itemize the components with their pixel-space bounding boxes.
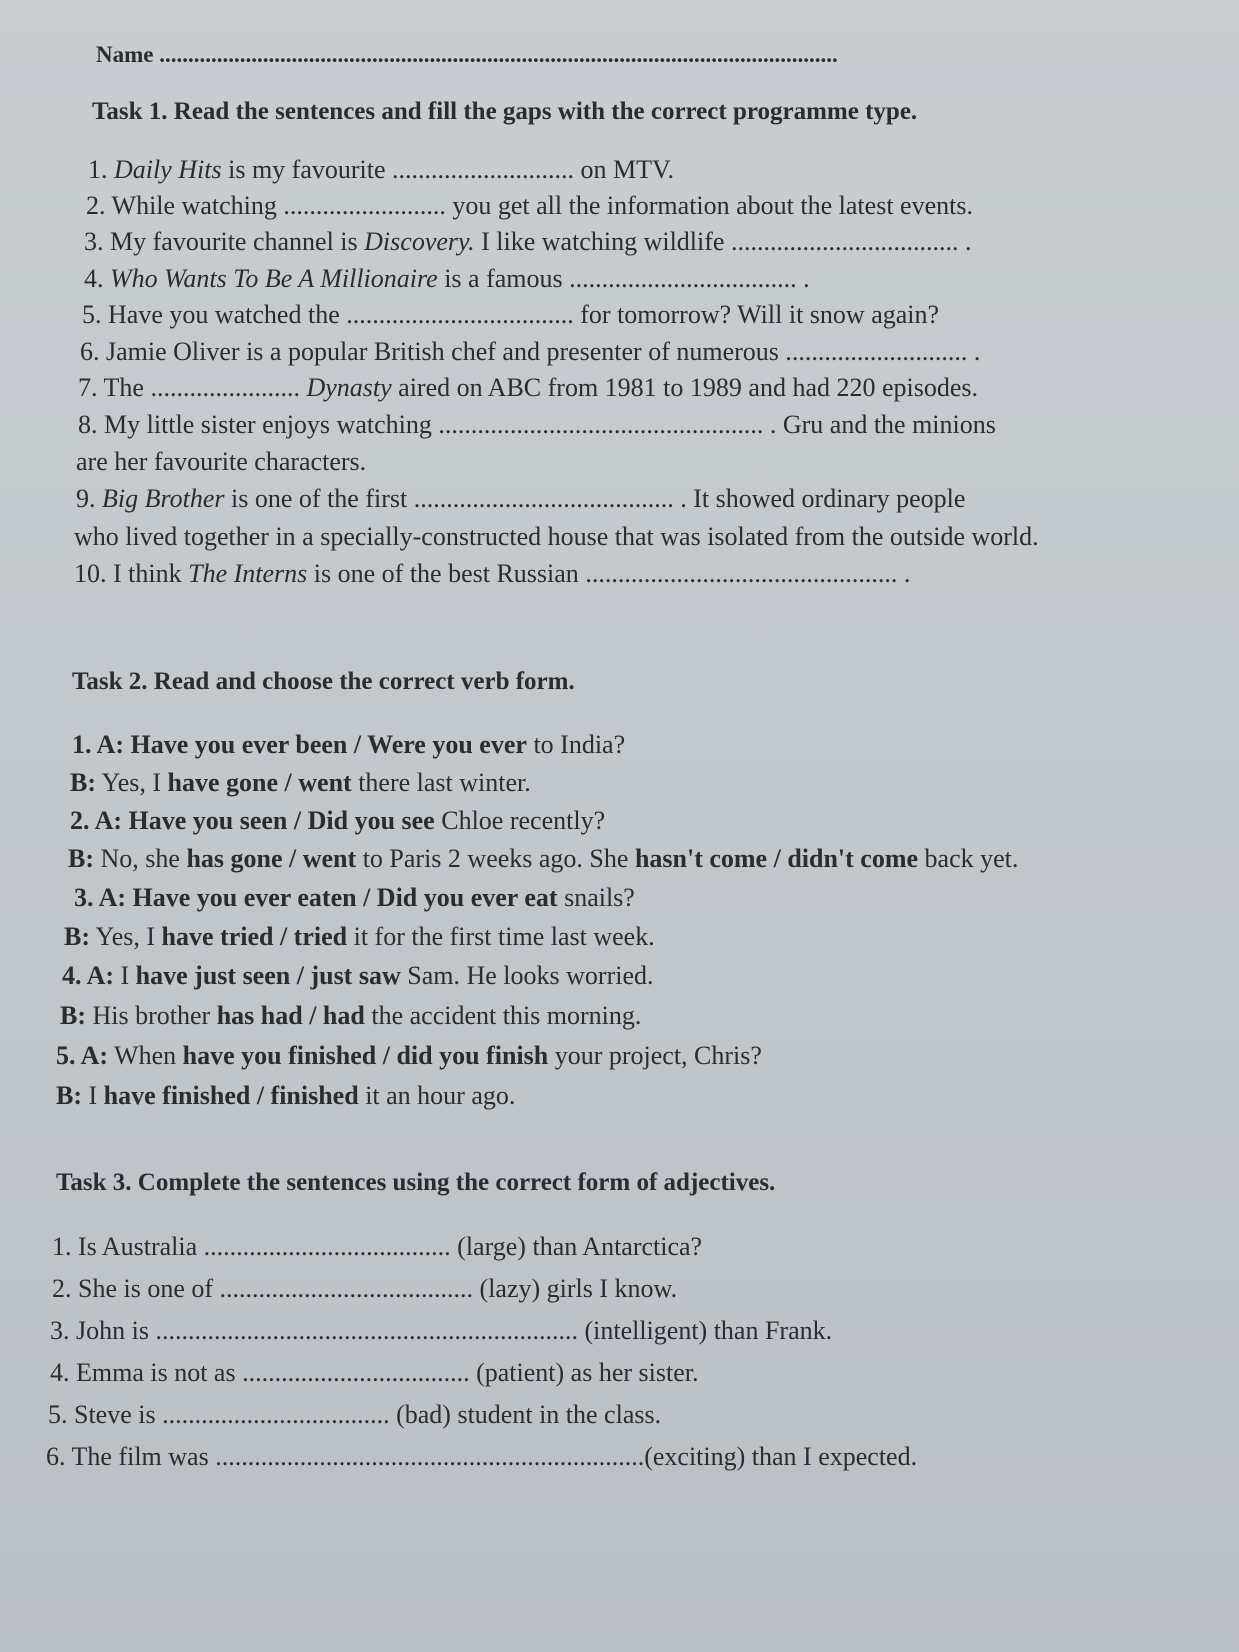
task1-item-10: 10. I think The Interns is one of the best Russian ................................................ . bbox=[74, 559, 911, 588]
task2-title: Task 2. Read and choose the correct verb form. bbox=[72, 668, 575, 695]
task1-title: Task 1. Read the sentences and fill the gaps with the correct programme type. bbox=[92, 98, 918, 125]
task1-item-9: 9. Big Brother is one of the first ........................................ . It showed ordinary people bbox=[76, 484, 966, 513]
task3-item-1: 1. Is Australia ...................................... (large) than Antarctica? bbox=[52, 1232, 703, 1261]
task1-item-1: 1. Daily Hits is my favourite ............................ on MTV. bbox=[88, 155, 674, 184]
task3-item-4: 4. Emma is not as ................................... (patient) as her sister. bbox=[50, 1358, 699, 1387]
task2-q5-b: B: I have finished / finished it an hour ago. bbox=[56, 1081, 516, 1110]
name-dots: ...................................................................................................................... bbox=[159, 42, 838, 67]
task2-q4-a: 4. A: I have just seen / just saw Sam. He looks worried. bbox=[62, 961, 654, 990]
task2-q1-a: 1. A: Have you ever been / Were you ever to India? bbox=[72, 730, 626, 759]
task3-item-5: 5. Steve is ................................... (bad) student in the class. bbox=[48, 1400, 662, 1429]
task1-item-3: 3. My favourite channel is Discovery. I like watching wildlife ................................... . bbox=[84, 227, 972, 256]
task1-item-8-cont: are her favourite characters. bbox=[76, 447, 367, 476]
task2-q5-a: 5. A: When have you finished / did you finish your project, Chris? bbox=[56, 1041, 762, 1070]
task3-item-2: 2. She is one of ....................................... (lazy) girls I know. bbox=[52, 1274, 678, 1303]
task1-item-9-cont: who lived together in a specially-constructed house that was isolated from the outside world. bbox=[74, 522, 1039, 551]
task2-q2-a: 2. A: Have you seen / Did you see Chloe recently? bbox=[70, 806, 606, 835]
task3-title: Task 3. Complete the sentences using the correct form of adjectives. bbox=[56, 1169, 776, 1196]
task1-item-8: 8. My little sister enjoys watching .................................................. . Gru and the minions bbox=[78, 410, 996, 439]
task2-q2-b: B: No, she has gone / went to Paris 2 weeks ago. She hasn't come / didn't come back yet. bbox=[68, 844, 1019, 873]
name-field bbox=[96, 40, 838, 70]
task2-q1-b: B: Yes, I have gone / went there last winter. bbox=[70, 768, 531, 797]
name-label: Name bbox=[96, 42, 154, 67]
task3-item-6: 6. The film was ..................................................................(exciting) than I expected. bbox=[46, 1442, 918, 1471]
task2-q3-b: B: Yes, I have tried / tried it for the first time last week. bbox=[64, 922, 655, 951]
task1-item-7: 7. The ....................... Dynasty aired on ABC from 1981 to 1989 and had 220 episodes. bbox=[78, 373, 979, 402]
task3-item-3: 3. John is ................................................................. (intelligent) than Frank. bbox=[50, 1316, 833, 1345]
task2-q4-b: B: His brother has had / had the accident this morning. bbox=[60, 1001, 642, 1030]
task2-q3-a: 3. A: Have you ever eaten / Did you ever eat snails? bbox=[74, 883, 635, 912]
task1-item-6: 6. Jamie Oliver is a popular British chef and presenter of numerous ............................ . bbox=[80, 337, 981, 366]
task1-item-5: 5. Have you watched the ................................... for tomorrow? Will it snow again? bbox=[82, 300, 940, 329]
task1-item-2: 2. While watching ......................... you get all the information about the latest events. bbox=[86, 191, 973, 220]
task1-item-4: 4. Who Wants To Be A Millionaire is a famous ................................... . bbox=[84, 264, 810, 293]
